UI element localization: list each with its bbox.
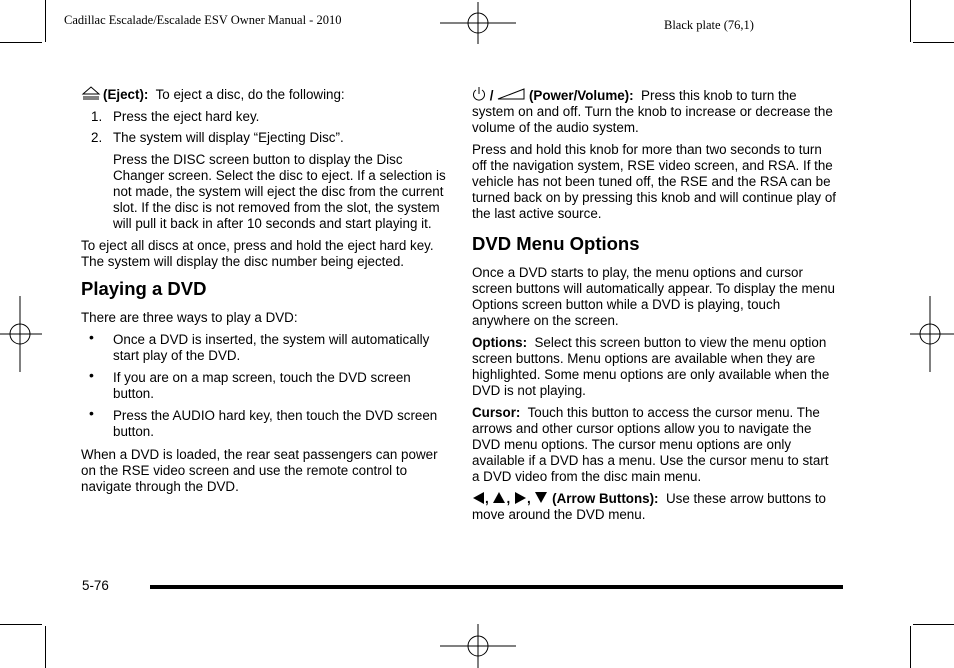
arrow-separator: , [506, 491, 511, 506]
list-item [81, 109, 447, 125]
eject-paragraph [81, 86, 447, 103]
crop-mark [910, 0, 911, 42]
crop-mark [45, 0, 46, 42]
bullet-icon: • [89, 329, 94, 345]
plate-label: Black plate (76,1) [664, 18, 754, 32]
arrow-right-icon [514, 491, 527, 505]
step-number: 2. [91, 130, 103, 145]
page-number: 5-76 [82, 578, 109, 593]
power-text: Press this knob to turn the system on and off. Turn the knob to increase or decrease the volume of the audio system. [472, 88, 833, 135]
list-item [81, 405, 447, 440]
power-separator: / [489, 88, 494, 103]
list-item [81, 329, 447, 364]
menu-intro: Once a DVD starts to play, the menu options and cursor screen buttons will automatically appear. To display the menu Options screen button while a DVD is playing, touch anywhere on the screen. [472, 265, 835, 328]
bullet-icon: • [89, 367, 94, 383]
bullet-text: Once a DVD is inserted, the system will automatically start play of the DVD. [113, 332, 430, 363]
section-heading-playing: Playing a DVD [81, 278, 207, 299]
power-label: (Power/Volume): [528, 88, 634, 103]
registration-mark-left [0, 296, 42, 372]
arrow-up-icon [492, 491, 506, 504]
arrow-label: (Arrow Buttons): [552, 491, 659, 506]
loaded-paragraph: When a DVD is loaded, the rear seat passengers can power on the RSE video screen and use the remote control to navigate through the DVD. [81, 447, 438, 494]
arrow-separator: , [485, 491, 489, 506]
playing-intro: There are three ways to play a DVD: [81, 310, 298, 325]
power-icon [472, 86, 486, 102]
arrow-separator: , [526, 491, 531, 506]
cursor-text: Touch this button to access the cursor menu. The arrows and other cursor options allow you to navigate the DVD menu options. The cursor menu options are only available if a DVD has a menu. Use the cursor menu to start a DVD video from the disc main menu. [472, 405, 829, 484]
eject-text: To eject a disc, do the following: [155, 87, 345, 102]
step-text: Press the eject hard key. [113, 109, 260, 124]
crop-mark [0, 42, 42, 43]
bullet-text: If you are on a map screen, touch the DVD screen button. [113, 370, 411, 401]
registration-mark-right [910, 296, 954, 372]
arrow-left-icon [472, 491, 485, 505]
registration-mark-bottom [440, 624, 516, 668]
footer-rule [150, 585, 843, 589]
arrow-down-icon [534, 491, 548, 504]
bullet-text: Press the AUDIO hard key, then touch the DVD screen button. [113, 408, 438, 439]
crop-mark [913, 42, 954, 43]
list-item [81, 367, 447, 402]
eject-icon [81, 86, 101, 100]
registration-mark-top [440, 2, 516, 44]
crop-mark [910, 626, 911, 668]
power-paragraph [472, 86, 838, 136]
step-paragraph: Press the DISC screen button to display the Disc Changer screen. Select the disc to eject. If a selection is not made, the system will eject the disc from the current slot. If the disc is not removed from the slot, the system will pull it back in after 10 seconds and start playing it. [113, 152, 446, 231]
arrow-text: Use these arrow buttons to move around the DVD menu. [472, 491, 826, 522]
options-label: Options: [472, 335, 528, 350]
options-paragraph [472, 335, 838, 399]
bullet-icon: • [89, 405, 94, 421]
list-item [81, 130, 447, 146]
section-heading-menu: DVD Menu Options [472, 233, 640, 254]
right-column [472, 86, 838, 529]
volume-icon [497, 88, 525, 100]
left-column [81, 86, 447, 501]
options-text: Select this screen button to view the menu option screen buttons. Menu options are available when they are highlighted. Some menu options are only available when the DVD is not playing. [472, 335, 830, 398]
hold-paragraph: Press and hold this knob for more than two seconds to turn off the navigation system, RSE video screen, and RSA. If the vehicle has not been tuned off, the RSE and the RSA can be turned back on by pressing this knob and will continue play of the last active source. [472, 142, 836, 221]
step-number: 1. [91, 109, 103, 124]
eject-all-paragraph: To eject all discs at once, press and hold the eject hard key. The system will display the disc number being ejected. [81, 238, 434, 269]
step-text: The system will display “Ejecting Disc”. [113, 130, 344, 145]
crop-mark [913, 624, 954, 625]
crop-mark [45, 626, 46, 668]
arrow-paragraph [472, 491, 838, 523]
crop-mark [0, 624, 42, 625]
document-title: Cadillac Escalade/Escalade ESV Owner Manual - 2010 [64, 13, 342, 27]
cursor-label: Cursor: [472, 405, 521, 420]
cursor-paragraph [472, 405, 838, 485]
eject-label: (Eject): [103, 87, 149, 102]
